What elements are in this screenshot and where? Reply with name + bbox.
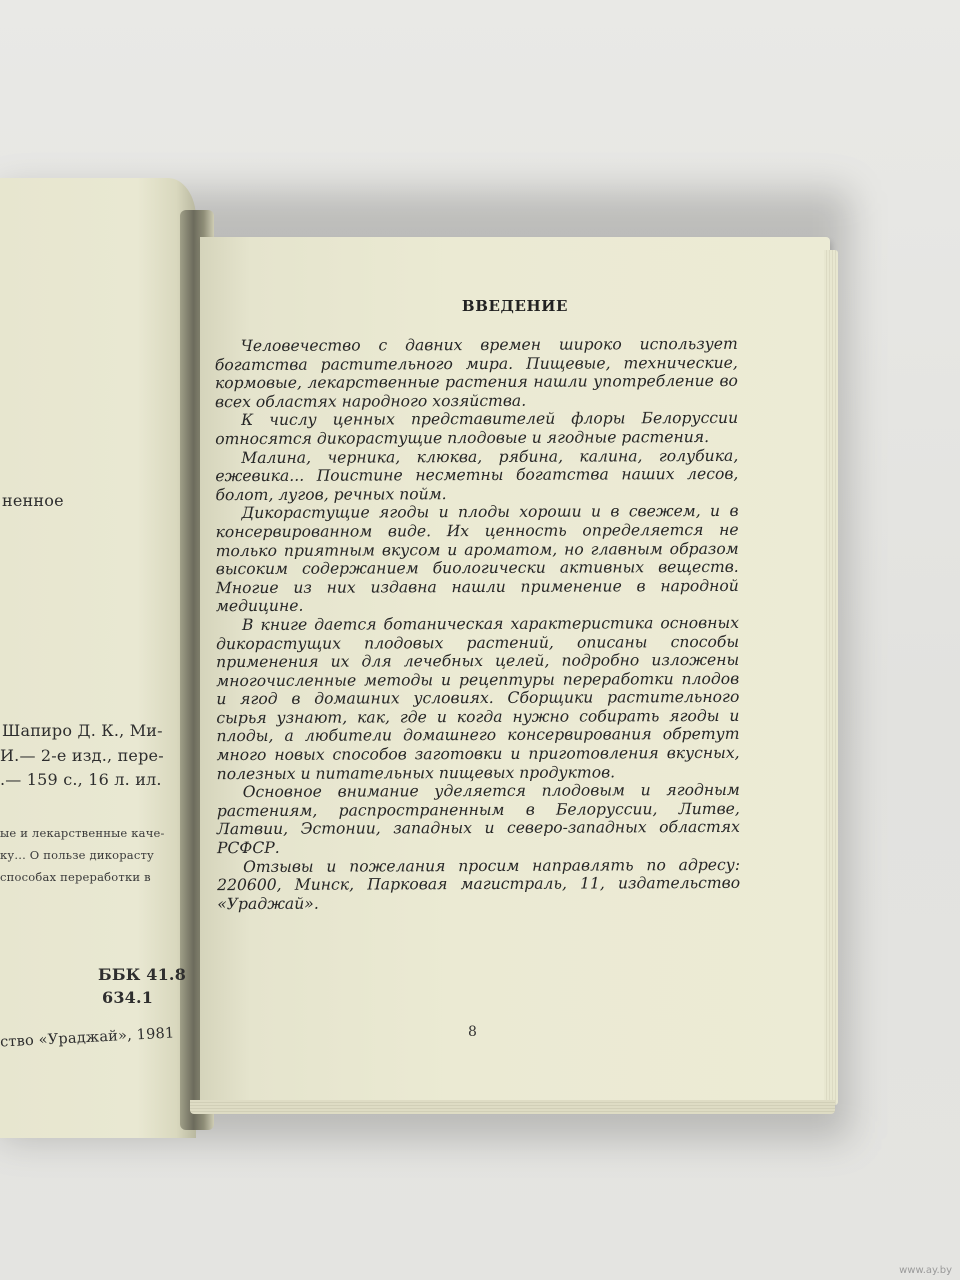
- watermark: www.ay.by: [899, 1265, 952, 1276]
- page-stack-edge: [824, 250, 838, 1105]
- paragraph: Отзывы и пожелания просим направлять по адресу: 220600, Минск, Парковая магистраль, 11, издательство «Ураджай».: [217, 855, 741, 913]
- paragraph: К числу ценных представителей флоры Белоруссии относятся дикорастущие плодовые и ягодные растения.: [215, 409, 739, 449]
- left-fragment: ББК 41.8: [98, 965, 187, 984]
- page-number: 8: [468, 1024, 477, 1040]
- paragraph: Малина, черника, клюква, рябина, калина, голубика, ежевика... Поистине несметны богатства наших лесов, болот, лугов, речных пойм.: [215, 446, 739, 504]
- left-page: [0, 178, 196, 1138]
- page-stack-bottom: [190, 1100, 835, 1114]
- paragraph: В книге дается ботаническая характеристика основных дикорастущих плодовых растений, описаны способы применения их для лечебных целей, подробно изложены многочисленные методы и рецептуры переработки плодов и ягод в домашних условиях. Сборщики растительного сырья узнают, как, где и когда нужно собирать ягоды и плоды, а любители домашнего консервирования обретут много новых способов заготовки и приготовления вкусных, полезных и питательных пищевых продуктов.: [216, 613, 740, 783]
- left-fragment: ые и лекарственные каче-: [0, 826, 165, 840]
- paragraph: Человечество с давних времен широко использует богатства растительного мира. Пищевые, технические, кормовые, лекарственные растения нашли употребление во всех областях народного хозяйства.: [214, 334, 738, 411]
- left-fragment: ство «Ураджай», 1981: [0, 1025, 175, 1051]
- left-fragment: .— 159 с., 16 л. ил.: [0, 770, 162, 789]
- left-fragment: И.— 2-е изд., пере-: [0, 746, 164, 765]
- left-fragment: ку... О пользе дикорасту: [0, 848, 154, 862]
- left-fragment: 634.1: [102, 988, 154, 1007]
- left-fragment: ненное: [2, 491, 64, 510]
- left-fragment: Шапиро Д. К., Ми-: [2, 721, 163, 740]
- left-fragment: способах переработки в: [0, 870, 151, 884]
- body-text: [215, 335, 741, 914]
- paragraph: Основное внимание уделяется плодовым и ягодным растениям, распространенным в Белоруссии, Литве, Латвии, Эстонии, западных и северо-западных областях РСФСР.: [216, 781, 740, 858]
- paragraph: Дикорастущие ягоды и плоды хороши и в свежем, и в консервированном виде. Их ценность определяется не только приятным вкусом и ароматом, но главным образом высоким содержанием биологически активных веществ. Многие из них издавна нашли применение в народной медицине.: [215, 502, 739, 616]
- page-heading: ВВЕДЕНИЕ: [461, 297, 569, 315]
